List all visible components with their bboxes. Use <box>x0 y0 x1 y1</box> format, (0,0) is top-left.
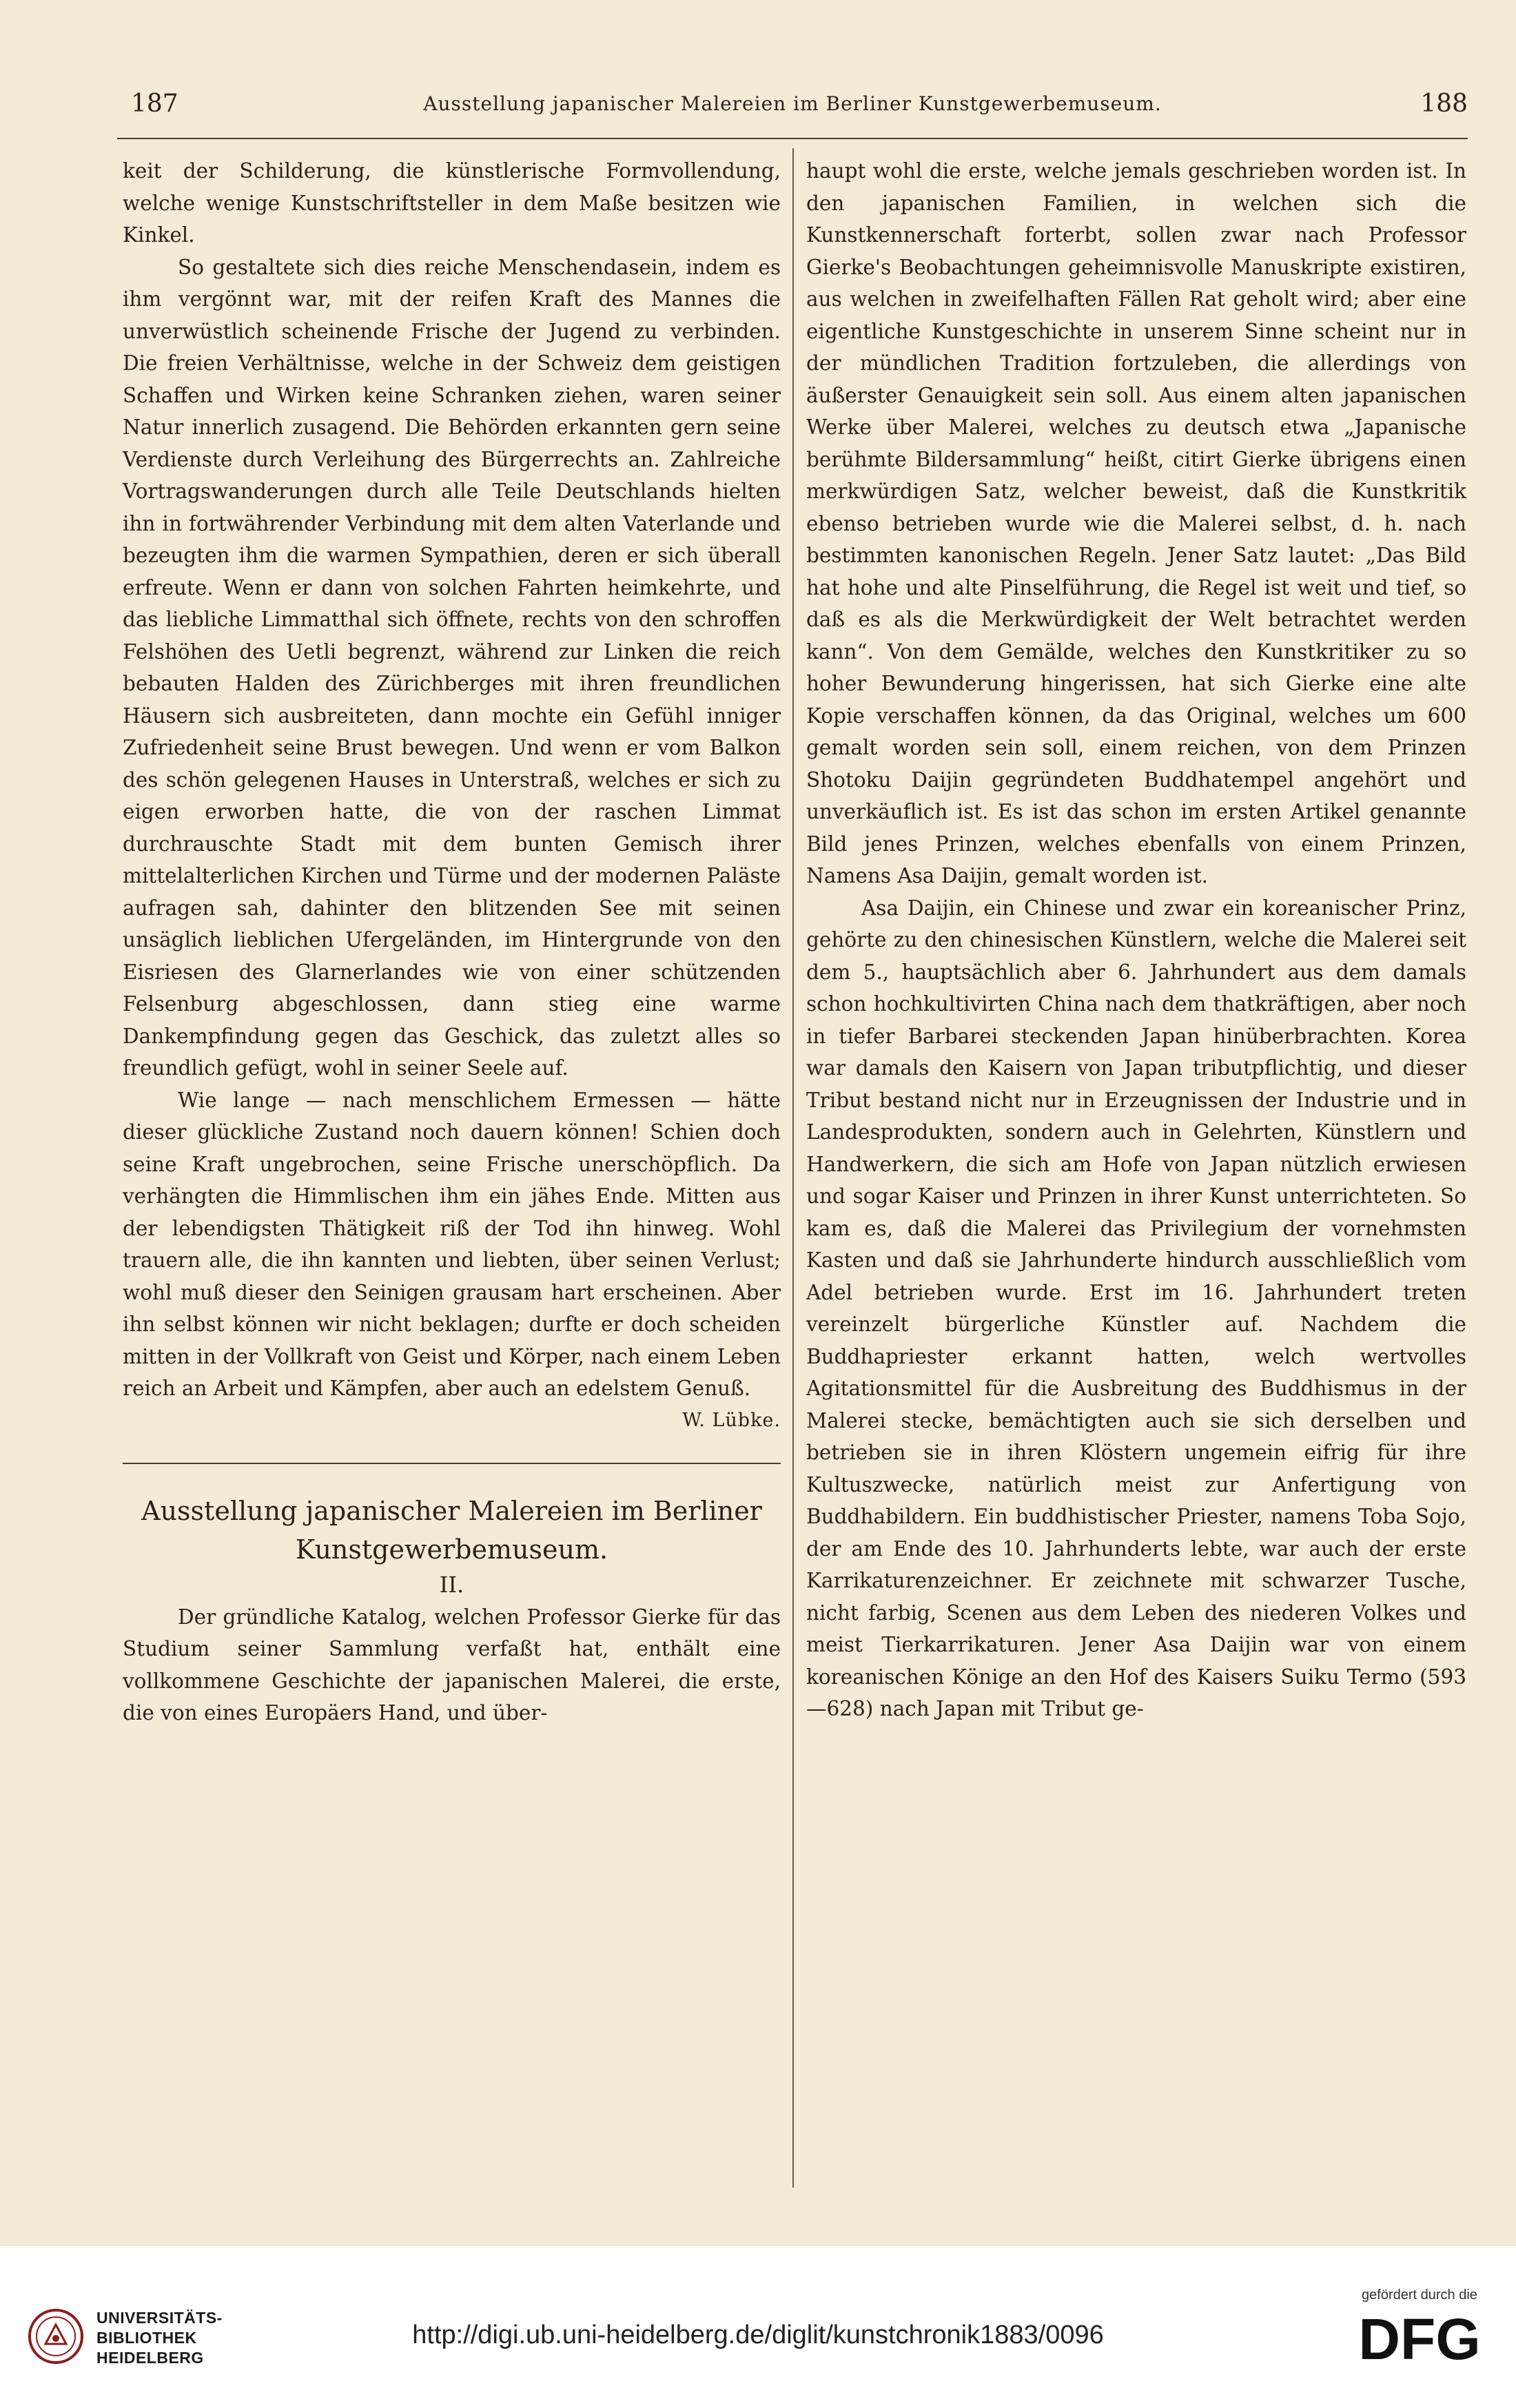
author-signature: W. Lübke. <box>682 1409 781 1431</box>
page-number-left: 187 <box>131 90 178 118</box>
paragraph: keit der Schilderung, die künstlerische Formvollendung, welche wenige Kunstschriftsteller in dem Maße besitzen wie Kinkel. <box>123 159 781 247</box>
paragraph: haupt wohl die erste, welche jemals geschrieben worden ist. In den japanischen Familien, in welchen sich die Kunstkennerschaft forterbt, sollen zwar nach Professor Gierke's Beobachtungen geheimnisvolle Manuskripte existiren, aus welchen in zweifelhaften Fällen Rat geholt wird; aber eine eigentliche Kunstgeschichte in unserem Sinne scheint nur in der mündlichen Tradition fortzuleben, die allerdings von äußerster Genauigkeit sein soll. Aus einem alten japanischen Werke über Malerei, welches zu deutsch etwa „Japanische berühmte Bildersammlung“ heißt, citirt Gierke übrigens einen merkwürdigen Satz, welcher beweist, daß die Kunstkritik ebenso betrieben wurde wie die Malerei selbst, d. h. nach bestimmten kanonischen Regeln. Jener Satz lautet: „Das Bild hat hohe und alte Pinselführung, die Regel ist weit und tief, so daß es als die Merkwürdigkeit der Welt betrachtet werden kann“. Von dem Gemälde, welches den Kunstkritiker zu so hoher Bewunderung hingerissen, hat sich Gierke eine alte Kopie verschaffen können, da das Original, welches um 600 gemalt worden sein soll, einem reichen, von dem Prinzen Shotoku Daijin gegründeten Buddhatempel angehört und unverkäuflich ist. Es ist das schon im ersten Artikel genannte Bild jenes Prinzen, welches ebenfalls von einem Prinzen, Namens Asa Daijin, gemalt worden ist. <box>806 159 1466 887</box>
dfg-logo-text: DFG <box>1358 2307 1481 2369</box>
right-column <box>806 155 1466 1725</box>
paragraph: So gestaltete sich dies reiche Menschendasein, indem es ihm vergönnt war, mit der reifen Kraft des Mannes die unverwüstlich scheinende Frische der Jugend zu verbinden. Die freien Verhältnisse, welche in der Schweiz dem geistigen Schaffen und Wirken keine Schranken ziehen, waren seiner Natur innerlich zusagend. Die Behörden erkannten gern seine Verdienste durch Verleihung des Bürgerrechts an. Zahlreiche Vortragswanderungen durch alle Teile Deutschlands hielten ihn in fortwährender Verbindung mit dem alten Vaterlande und bezeugten ihm die warmen Sympathien, deren er sich überall erfreute. Wenn er dann von solchen Fahrten heimkehrte, und das liebliche Limmatthal sich öffnete, rechts von den schroffen Felshöhen des Uetli begrenzt, während zur Linken die reich bebauten Halden des Zürichberges mit ihren freundlichen Häusern sich ausbreiteten, dann mochte ein Gefühl inniger Zufriedenheit seine Brust bewegen. Und wenn er vom Balkon des schön gelegenen Hauses in Unterstraß, welches er sich zu eigen erworben hatte, die von der raschen Limmat durchrauschte Stadt mit dem bunten Gemisch ihrer mittelalterlichen Kirchen und Türme und der modernen Paläste aufragen sah, dahinter den blitzenden See mit seinen unsäglich lieblichen Ufergeländen, im Hintergrunde von den Eisriesen des Glarnerlandes wie von einer schützenden Felsenburg abgeschlossen, dann stieg eine warme Dankempfindung gegen das Geschick, das zuletzt alles so freundlich gefügt, wohl in seiner Seele auf. <box>123 255 781 1080</box>
article-title: Ausstellung japanischer Malereien im Berliner Kunstgewerbemuseum. <box>141 1496 762 1565</box>
permalink[interactable]: http://digi.ub.uni-heidelberg.de/diglit/kunstchronik1883/0096 <box>412 2320 1104 2349</box>
header-rule <box>117 138 1468 139</box>
page-header <box>117 90 1468 131</box>
page-number-right: 188 <box>1420 90 1468 118</box>
institution-line: UNIVERSITÄTS- <box>96 2309 223 2327</box>
paragraph: Der gründliche Katalog, welchen Professor Gierke für das Studium seiner Sammlung verfaßt hat, enthält eine vollkommene Geschichte der japanischen Malerei, die erste, die von eines Europäers Hand, und über- <box>123 1605 781 1725</box>
institution-line: HEIDELBERG <box>96 2349 204 2367</box>
paragraph: Wie lange — nach menschlichem Ermessen — hätte dieser glückliche Zustand noch dauern können! Schien doch seine Kraft ungebrochen, seine Frische unerschöpflich. Da verhängten die Himmlischen ihm ein jähes Ende. Mitten aus der lebendigsten Thätigkeit riß der Tod ihn hinweg. Wohl trauern alle, die ihn kannten und liebten, über seinen Verlust; wohl muß dieser den Seinigen grausam hart erscheinen. Aber ihn selbst können wir nicht beklagen; durfte er doch scheiden mitten in der Vollkraft von Geist und Körper, nach einem Leben reich an Arbeit und Kämpfen, aber auch an edelstem Genuß. <box>123 1088 781 1400</box>
column-divider <box>792 148 794 2188</box>
article-part-number: II. <box>439 1572 464 1598</box>
running-title: Ausstellung japanischer Malereien im Berliner Kunstgewerbemuseum. <box>423 92 1162 115</box>
paragraph: Asa Daijin, ein Chinese und zwar ein koreanischer Prinz, gehörte zu den chinesischen Künstlern, welche die Malerei seit dem 5., hauptsächlich aber 6. Jahrhundert aus dem damals schon hochkultivirten China nach dem thatkräftigen, aber noch in tiefer Barbarei steckenden Japan hinüberbrachten. Korea war damals den Kaisern von Japan tributpflichtig, und dieser Tribut bestand nicht nur in Erzeugnissen der Industrie und in Landesprodukten, sondern auch in Gelehrten, Künstlern und Handwerkern, die sich am Hofe von Japan nützlich erwiesen und sogar Kaiser und Prinzen in ihrer Kunst unterrichteten. So kam es, daß die Malerei das Privilegium der vornehmsten Kasten und daß sie Jahrhunderte hindurch ausschließlich vom Adel betrieben wurde. Erst im 16. Jahrhundert treten vereinzelt bürgerliche Künstler auf. Nachdem die Buddhapriester erkannt hatten, welch wertvolles Agitationsmittel für die Ausbreitung des Buddhismus in der Malerei stecke, bemächtigten auch sie sich derselben und betrieben sie in ihren Klöstern ungemein eifrig für ihre Kultuszwecke, natürlich meist zur Anfertigung von Buddhabildern. Ein buddhistischer Priester, namens Toba Sojo, der am Ende des 10. Jahrhunderts lebte, war auch der erste Karrikaturenzeichner. Er zeichnete mit schwarzer Tusche, nicht farbig, Scenen aus dem Leben des niederen Volkes und meist Tierkarrikaturen. Jener Asa Daijin war von einem koreanischen Könige an den Hof des Kaisers Suiku Termo (593—628) nach Japan mit Tribut ge- <box>806 896 1466 1720</box>
dfg-logo-icon <box>1351 2307 1488 2369</box>
institution-line: BIBLIOTHEK <box>96 2329 197 2347</box>
funding-note: gefördert durch die <box>1362 2287 1477 2303</box>
left-column <box>123 155 781 1729</box>
dfg-funding <box>1351 2287 1488 2391</box>
digitization-footer <box>0 2246 1516 2408</box>
section-rule <box>123 1463 781 1464</box>
